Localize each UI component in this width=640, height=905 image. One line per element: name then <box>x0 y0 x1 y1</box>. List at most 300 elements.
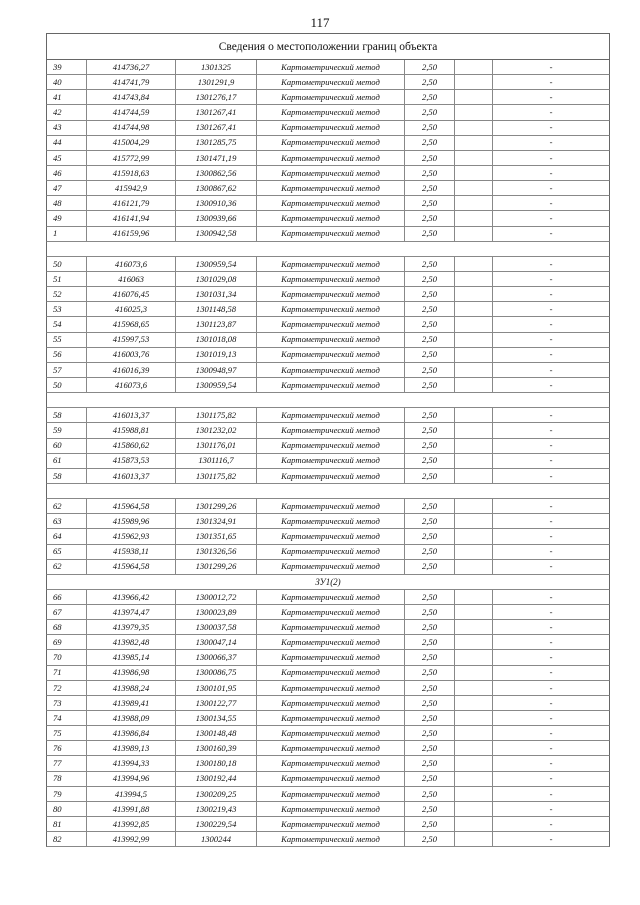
empty-cell <box>455 166 493 180</box>
x-coordinate-cell: 414744,98 <box>87 121 176 135</box>
y-coordinate-cell: 1301326,56 <box>176 545 257 559</box>
table-row <box>46 756 610 771</box>
method-cell: Картометрический метод <box>257 666 405 680</box>
table-row <box>46 666 610 681</box>
y-coordinate-cell: 1300867,62 <box>176 181 257 195</box>
table-row <box>46 605 610 620</box>
x-coordinate-cell: 414741,79 <box>87 75 176 89</box>
accuracy-cell: 2,50 <box>405 545 455 559</box>
table-row <box>46 105 610 120</box>
table-row <box>46 408 610 423</box>
x-coordinate-cell: 416159,96 <box>87 227 176 241</box>
x-coordinate-cell: 413985,14 <box>87 650 176 664</box>
table-row <box>46 227 610 242</box>
accuracy-cell: 2,50 <box>405 817 455 831</box>
y-coordinate-cell: 1301148,58 <box>176 302 257 316</box>
point-number-cell: 81 <box>47 817 87 831</box>
table-row <box>46 136 610 151</box>
point-number-cell: 72 <box>47 681 87 695</box>
table-row <box>46 469 610 484</box>
x-coordinate-cell: 416063 <box>87 272 176 286</box>
table-row <box>46 529 610 544</box>
point-number-cell: 75 <box>47 726 87 740</box>
description-cell: - <box>549 803 553 814</box>
description-cell: - <box>549 228 553 239</box>
y-coordinate-cell: 1300160,39 <box>176 741 257 755</box>
description-cell: - <box>549 788 553 799</box>
point-number-cell: 46 <box>47 166 87 180</box>
point-number-cell: 58 <box>47 469 87 483</box>
x-coordinate-cell: 413988,09 <box>87 711 176 725</box>
accuracy-cell: 2,50 <box>405 726 455 740</box>
table-row <box>46 348 610 363</box>
empty-cell <box>455 787 493 801</box>
method-cell: Картометрический метод <box>257 817 405 831</box>
empty-cell <box>455 681 493 695</box>
point-number-cell: 76 <box>47 741 87 755</box>
method-cell: Картометрический метод <box>257 90 405 104</box>
method-cell: Картометрический метод <box>257 741 405 755</box>
description-cell: - <box>549 833 553 844</box>
table-row <box>46 635 610 650</box>
point-number-cell: 55 <box>47 333 87 347</box>
method-cell: Картометрический метод <box>257 423 405 437</box>
y-coordinate-cell: 1300101,95 <box>176 681 257 695</box>
accuracy-cell: 2,50 <box>405 257 455 271</box>
point-number-cell: 79 <box>47 787 87 801</box>
method-cell: Картометрический метод <box>257 333 405 347</box>
table-row <box>46 196 610 211</box>
point-number-cell: 70 <box>47 650 87 664</box>
description-cell: - <box>549 697 553 708</box>
point-number-cell: 67 <box>47 605 87 619</box>
method-cell: Картометрический метод <box>257 196 405 210</box>
accuracy-cell: 2,50 <box>405 333 455 347</box>
empty-cell <box>455 90 493 104</box>
empty-cell <box>455 832 493 846</box>
description-cell: - <box>549 76 553 87</box>
description-cell: - <box>549 410 553 420</box>
table-row <box>46 378 610 393</box>
method-cell: Картометрический метод <box>257 378 405 392</box>
y-coordinate-cell: 1301324,91 <box>176 514 257 528</box>
description-cell: - <box>549 591 553 602</box>
empty-cell <box>455 696 493 710</box>
point-number-cell: 71 <box>47 666 87 680</box>
method-cell: Картометрический метод <box>257 499 405 513</box>
empty-cell <box>455 227 493 241</box>
point-number-cell: 50 <box>47 257 87 271</box>
empty-cell <box>455 620 493 634</box>
y-coordinate-cell: 1300959,54 <box>176 378 257 392</box>
x-coordinate-cell: 413966,42 <box>87 590 176 604</box>
empty-cell <box>455 105 493 119</box>
description-cell: - <box>549 364 553 375</box>
table-row <box>46 257 610 272</box>
accuracy-cell: 2,50 <box>405 650 455 664</box>
table-row <box>46 302 610 317</box>
point-number-cell: 49 <box>47 211 87 225</box>
description-cell: - <box>549 712 553 723</box>
accuracy-cell: 2,50 <box>405 75 455 89</box>
accuracy-cell: 2,50 <box>405 832 455 846</box>
point-number-cell: 57 <box>47 363 87 377</box>
x-coordinate-cell: 415772,99 <box>87 151 176 165</box>
accuracy-cell: 2,50 <box>405 408 455 422</box>
table-row <box>46 423 610 438</box>
x-coordinate-cell: 415938,11 <box>87 545 176 559</box>
description-cell: - <box>549 425 553 436</box>
method-cell: Картометрический метод <box>257 711 405 725</box>
empty-cell <box>455 439 493 453</box>
x-coordinate-cell: 415918,63 <box>87 166 176 180</box>
description-cell: - <box>549 107 553 118</box>
table-row <box>46 287 610 302</box>
table-row <box>46 787 610 802</box>
section-label-row: ЗУ1(2) <box>46 575 610 590</box>
empty-cell <box>455 514 493 528</box>
method-cell: Картометрический метод <box>257 60 405 74</box>
method-cell: Картометрический метод <box>257 317 405 331</box>
empty-cell <box>455 151 493 165</box>
y-coordinate-cell: 1300066,37 <box>176 650 257 664</box>
method-cell: Картометрический метод <box>257 272 405 286</box>
method-cell: Картометрический метод <box>257 454 405 468</box>
accuracy-cell: 2,50 <box>405 620 455 634</box>
empty-cell <box>455 756 493 770</box>
empty-cell <box>455 257 493 271</box>
group-separator-row <box>46 242 610 257</box>
description-cell: - <box>549 455 553 466</box>
empty-cell <box>455 363 493 377</box>
point-number-cell: 45 <box>47 151 87 165</box>
x-coordinate-cell: 416003,76 <box>87 348 176 362</box>
y-coordinate-cell: 1301276,17 <box>176 90 257 104</box>
accuracy-cell: 2,50 <box>405 787 455 801</box>
accuracy-cell: 2,50 <box>405 378 455 392</box>
x-coordinate-cell: 413986,98 <box>87 666 176 680</box>
description-cell: - <box>549 727 553 738</box>
description-cell: - <box>549 92 553 103</box>
description-cell: - <box>549 531 553 542</box>
accuracy-cell: 2,50 <box>405 635 455 649</box>
y-coordinate-cell: 1300023,89 <box>176 605 257 619</box>
empty-cell <box>455 666 493 680</box>
table-row <box>46 802 610 817</box>
method-cell: Картометрический метод <box>257 605 405 619</box>
empty-cell <box>455 499 493 513</box>
method-cell: Картометрический метод <box>257 802 405 816</box>
point-number-cell: 62 <box>47 560 87 574</box>
empty-cell <box>455 302 493 316</box>
point-number-cell: 60 <box>47 439 87 453</box>
table-row <box>46 211 610 226</box>
empty-cell <box>455 333 493 347</box>
x-coordinate-cell: 415989,96 <box>87 514 176 528</box>
y-coordinate-cell: 1301351,65 <box>176 529 257 543</box>
table-row <box>46 60 610 75</box>
y-coordinate-cell: 1300244 <box>176 832 257 846</box>
point-number-cell: 65 <box>47 545 87 559</box>
description-cell: - <box>549 349 553 360</box>
point-number-cell: 61 <box>47 454 87 468</box>
empty-cell <box>455 635 493 649</box>
description-cell: - <box>549 773 553 784</box>
accuracy-cell: 2,50 <box>405 136 455 150</box>
x-coordinate-cell: 415860,62 <box>87 439 176 453</box>
y-coordinate-cell: 1301018,08 <box>176 333 257 347</box>
x-coordinate-cell: 415962,93 <box>87 529 176 543</box>
table-header: Сведения о местоположении границ объекта <box>46 33 610 60</box>
x-coordinate-cell: 413992,99 <box>87 832 176 846</box>
method-cell: Картометрический метод <box>257 726 405 740</box>
point-number-cell: 69 <box>47 635 87 649</box>
description-cell: - <box>549 167 553 178</box>
description-cell: - <box>549 546 553 557</box>
method-cell: Картометрический метод <box>257 136 405 150</box>
accuracy-cell: 2,50 <box>405 363 455 377</box>
y-coordinate-cell: 1301291,9 <box>176 75 257 89</box>
x-coordinate-cell: 414736,27 <box>87 60 176 74</box>
point-number-cell: 82 <box>47 832 87 846</box>
point-number-cell: 47 <box>47 181 87 195</box>
table-row <box>46 75 610 90</box>
empty-cell <box>455 317 493 331</box>
x-coordinate-cell: 416025,3 <box>87 302 176 316</box>
description-cell: - <box>549 470 553 481</box>
point-number-cell: 68 <box>47 620 87 634</box>
accuracy-cell: 2,50 <box>405 196 455 210</box>
x-coordinate-cell: 416016,39 <box>87 363 176 377</box>
y-coordinate-cell: 1301471,19 <box>176 151 257 165</box>
accuracy-cell: 2,50 <box>405 590 455 604</box>
description-cell: - <box>549 61 553 72</box>
x-coordinate-cell: 413974,47 <box>87 605 176 619</box>
method-cell: Картометрический метод <box>257 635 405 649</box>
point-number-cell: 39 <box>47 60 87 74</box>
empty-cell <box>455 378 493 392</box>
accuracy-cell: 2,50 <box>405 454 455 468</box>
accuracy-cell: 2,50 <box>405 711 455 725</box>
description-cell: - <box>549 515 553 526</box>
table-row <box>46 439 610 454</box>
method-cell: Картометрический метод <box>257 560 405 574</box>
point-number-cell: 54 <box>47 317 87 331</box>
y-coordinate-cell: 1300959,54 <box>176 257 257 271</box>
table-row <box>46 772 610 787</box>
point-number-cell: 74 <box>47 711 87 725</box>
empty-cell <box>455 545 493 559</box>
empty-cell <box>455 772 493 786</box>
table-row <box>46 151 610 166</box>
point-number-cell: 77 <box>47 756 87 770</box>
x-coordinate-cell: 413989,41 <box>87 696 176 710</box>
y-coordinate-cell: 1301175,82 <box>176 469 257 483</box>
method-cell: Картометрический метод <box>257 227 405 241</box>
accuracy-cell: 2,50 <box>405 666 455 680</box>
y-coordinate-cell: 1301019,13 <box>176 348 257 362</box>
method-cell: Картометрический метод <box>257 302 405 316</box>
empty-cell <box>455 60 493 74</box>
table-row <box>46 650 610 665</box>
accuracy-cell: 2,50 <box>405 741 455 755</box>
empty-cell <box>455 423 493 437</box>
table-row <box>46 832 610 847</box>
table-row <box>46 90 610 105</box>
table-row <box>46 817 610 832</box>
y-coordinate-cell: 1300229,54 <box>176 817 257 831</box>
y-coordinate-cell: 1301123,87 <box>176 317 257 331</box>
x-coordinate-cell: 416121,79 <box>87 196 176 210</box>
description-cell: - <box>549 652 553 663</box>
empty-cell <box>455 348 493 362</box>
y-coordinate-cell: 1300047,14 <box>176 635 257 649</box>
point-number-cell: 1 <box>47 227 87 241</box>
y-coordinate-cell: 1301267,41 <box>176 105 257 119</box>
method-cell: Картометрический метод <box>257 469 405 483</box>
accuracy-cell: 2,50 <box>405 605 455 619</box>
table-row <box>46 726 610 741</box>
empty-cell <box>455 121 493 135</box>
description-cell: - <box>549 682 553 693</box>
method-cell: Картометрический метод <box>257 832 405 846</box>
empty-cell <box>455 817 493 831</box>
y-coordinate-cell: 1301267,41 <box>176 121 257 135</box>
x-coordinate-cell: 413988,24 <box>87 681 176 695</box>
x-coordinate-cell: 415968,65 <box>87 317 176 331</box>
method-cell: Картометрический метод <box>257 650 405 664</box>
description-cell: - <box>549 334 553 345</box>
empty-cell <box>455 469 493 483</box>
x-coordinate-cell: 415942,9 <box>87 181 176 195</box>
empty-cell <box>455 196 493 210</box>
y-coordinate-cell: 1300948,97 <box>176 363 257 377</box>
description-cell: - <box>549 273 553 284</box>
accuracy-cell: 2,50 <box>405 772 455 786</box>
x-coordinate-cell: 413991,88 <box>87 802 176 816</box>
empty-cell <box>455 650 493 664</box>
accuracy-cell: 2,50 <box>405 60 455 74</box>
table-row <box>46 560 610 575</box>
method-cell: Картометрический метод <box>257 105 405 119</box>
method-cell: Картометрический метод <box>257 121 405 135</box>
point-number-cell: 63 <box>47 514 87 528</box>
table-row <box>46 333 610 348</box>
point-number-cell: 73 <box>47 696 87 710</box>
description-cell: - <box>549 637 553 648</box>
table-row <box>46 590 610 605</box>
x-coordinate-cell: 413982,48 <box>87 635 176 649</box>
x-coordinate-cell: 415988,81 <box>87 423 176 437</box>
x-coordinate-cell: 415004,29 <box>87 136 176 150</box>
empty-cell <box>455 75 493 89</box>
x-coordinate-cell: 415964,58 <box>87 499 176 513</box>
table-row <box>46 711 610 726</box>
y-coordinate-cell: 1301299,26 <box>176 560 257 574</box>
x-coordinate-cell: 416013,37 <box>87 408 176 422</box>
method-cell: Картометрический метод <box>257 166 405 180</box>
empty-cell <box>455 181 493 195</box>
point-number-cell: 42 <box>47 105 87 119</box>
accuracy-cell: 2,50 <box>405 211 455 225</box>
y-coordinate-cell: 1301175,82 <box>176 408 257 422</box>
accuracy-cell: 2,50 <box>405 560 455 574</box>
description-cell: - <box>549 258 553 269</box>
empty-cell <box>455 529 493 543</box>
empty-cell <box>455 590 493 604</box>
x-coordinate-cell: 415997,53 <box>87 333 176 347</box>
y-coordinate-cell: 1300134,55 <box>176 711 257 725</box>
point-number-cell: 80 <box>47 802 87 816</box>
point-number-cell: 58 <box>47 408 87 422</box>
y-coordinate-cell: 1300939,66 <box>176 211 257 225</box>
method-cell: Картометрический метод <box>257 772 405 786</box>
x-coordinate-cell: 416076,45 <box>87 287 176 301</box>
point-number-cell: 56 <box>47 348 87 362</box>
empty-cell <box>455 408 493 422</box>
description-cell: - <box>549 152 553 163</box>
empty-cell <box>455 560 493 574</box>
description-cell: - <box>549 198 553 209</box>
accuracy-cell: 2,50 <box>405 802 455 816</box>
empty-cell <box>455 136 493 150</box>
accuracy-cell: 2,50 <box>405 469 455 483</box>
method-cell: Картометрический метод <box>257 211 405 225</box>
table-row <box>46 121 610 136</box>
y-coordinate-cell: 1300012,72 <box>176 590 257 604</box>
empty-cell <box>455 211 493 225</box>
table-row <box>46 363 610 378</box>
x-coordinate-cell: 416141,94 <box>87 211 176 225</box>
x-coordinate-cell: 415873,53 <box>87 454 176 468</box>
point-number-cell: 64 <box>47 529 87 543</box>
empty-cell <box>455 741 493 755</box>
table-row <box>46 272 610 287</box>
accuracy-cell: 2,50 <box>405 439 455 453</box>
method-cell: Картометрический метод <box>257 287 405 301</box>
y-coordinate-cell: 1301285,75 <box>176 136 257 150</box>
method-cell: Картометрический метод <box>257 363 405 377</box>
x-coordinate-cell: 416073,6 <box>87 257 176 271</box>
table-row <box>46 514 610 529</box>
description-cell: - <box>549 304 553 315</box>
method-cell: Картометрический метод <box>257 257 405 271</box>
description-cell: - <box>549 288 553 299</box>
x-coordinate-cell: 414743,84 <box>87 90 176 104</box>
empty-cell <box>455 454 493 468</box>
accuracy-cell: 2,50 <box>405 348 455 362</box>
accuracy-cell: 2,50 <box>405 514 455 528</box>
boundary-table <box>46 33 610 847</box>
accuracy-cell: 2,50 <box>405 105 455 119</box>
empty-cell <box>455 605 493 619</box>
x-coordinate-cell: 413989,13 <box>87 741 176 755</box>
x-coordinate-cell: 413992,85 <box>87 817 176 831</box>
x-coordinate-cell: 413994,5 <box>87 787 176 801</box>
description-cell: - <box>549 379 553 390</box>
accuracy-cell: 2,50 <box>405 423 455 437</box>
y-coordinate-cell: 1300942,58 <box>176 227 257 241</box>
table-row <box>46 681 610 696</box>
method-cell: Картометрический метод <box>257 408 405 422</box>
description-cell: - <box>549 319 553 330</box>
point-number-cell: 53 <box>47 302 87 316</box>
accuracy-cell: 2,50 <box>405 90 455 104</box>
accuracy-cell: 2,50 <box>405 151 455 165</box>
y-coordinate-cell: 1300180,18 <box>176 756 257 770</box>
table-row <box>46 317 610 332</box>
method-cell: Картометрический метод <box>257 545 405 559</box>
